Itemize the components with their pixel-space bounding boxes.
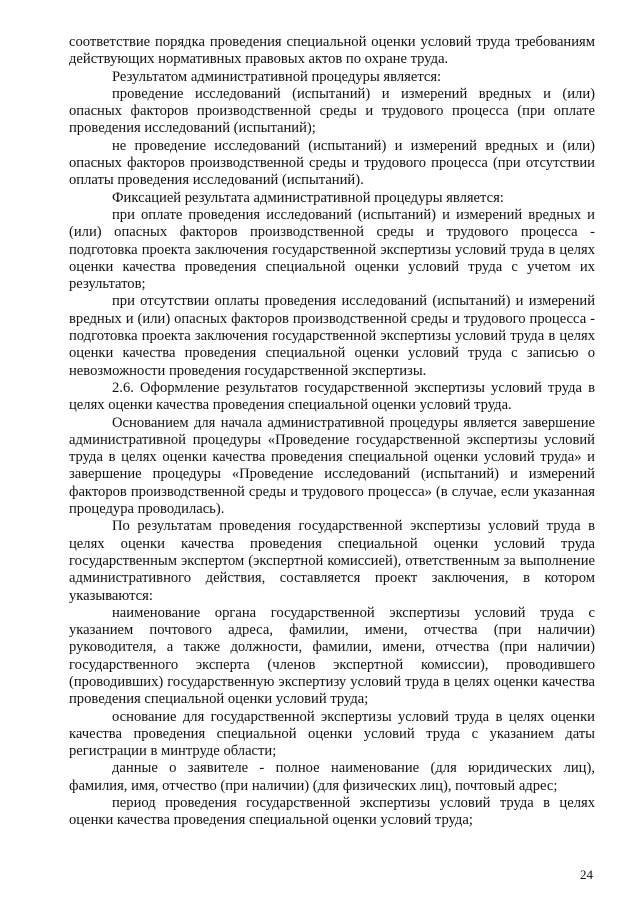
paragraph: По результатам проведения государственной экспертизы условий труда в целях оценки качества проведения специальной оценки условий труда государственным экспертом (экспертной комиссией), ответственным за выполнение административного действия, составляется проект заключения, в котором указываются:: [69, 518, 595, 604]
paragraph: проведение исследований (испытаний) и измерений вредных и (или) опасных факторов производственной среды и трудового процесса (при оплате проведения исследований (испытаний);: [69, 85, 595, 137]
paragraph: Основанием для начала административной процедуры является завершение административной процедуры «Проведение государственной экспертизы условий труда в целях оценки качества проведения специальной оценки условий труда» и завершение процедуры «Проведение исследований (испытаний) и измерений факторов производственной среды и трудового процесса» (в случае, если указанная процедура проводилась).: [69, 414, 595, 518]
paragraph: наименование органа государственной экспертизы условий труда с указанием почтового адреса, фамилии, имени, отчества (при наличии) руководителя, а также должности, фамилии, имени, отчества (при наличии) государственного эксперта (членов экспертной комиссии), проводившего (проводивших) государственную экспертизу условий труда в целях оценки качества проведения специальной оценки условий труда;: [69, 604, 595, 708]
paragraph: не проведение исследований (испытаний) и измерений вредных и (или) опасных факторов производственной среды и трудового процесса (при отсутствии оплаты проведения исследований (испытаний).: [69, 137, 595, 189]
paragraph: данные о заявителе - полное наименование (для юридических лиц), фамилия, имя, отчество (при наличии) (для физических лиц), почтовый адрес;: [69, 760, 595, 794]
paragraph: при оплате проведения исследований (испытаний) и измерений вредных и (или) опасных факторов производственной среды и трудового процесса - подготовка проекта заключения государственной экспертизы условий труда в целях оценки качества проведения специальной оценки условий труда с учетом их результатов;: [69, 206, 595, 293]
paragraph: период проведения государственной экспертизы условий труда в целях оценки качества проведения специальной оценки условий труда;: [69, 795, 595, 829]
paragraph: при отсутствии оплаты проведения исследований (испытаний) и измерений вредных и (или) опасных факторов производственной среды и трудового процесса - подготовка проекта заключения государственной экспертизы условий труда в целях оценки качества проведения специальной оценки условий труда с записью о невозможности проведения государственной экспертизы.: [69, 293, 595, 379]
paragraph: Результатом административной процедуры является:: [112, 68, 442, 85]
document-body: [69, 34, 595, 830]
paragraph-continuation: соответствие порядка проведения специальной оценки условий труда требованиям действующих нормативных правовых актов по охране труда.: [69, 34, 595, 68]
page-number: 24: [580, 867, 593, 882]
section-heading-2-6: 2.6. Оформление результатов государственной экспертизы условий труда в целях оценки качества проведения специальной оценки условий труда.: [69, 379, 595, 414]
paragraph: основание для государственной экспертизы условий труда в целях оценки качества проведения специальной оценки условий труда с указанием даты регистрации в минтруде области;: [69, 708, 595, 760]
paragraph: Фиксацией результата административной процедуры является:: [112, 189, 504, 206]
